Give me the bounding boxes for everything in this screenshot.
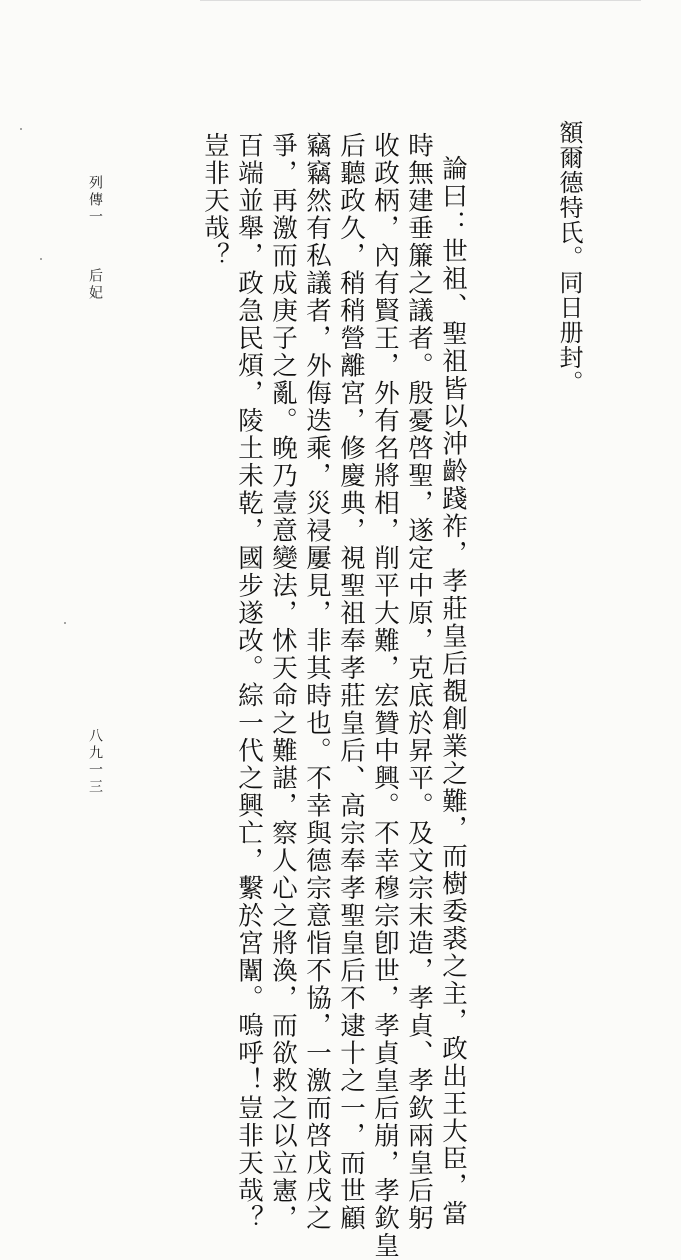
text-line-6: 爭，再激而成庚子之亂。晚乃壹意變法，怵天命之難諶，察人心之將渙，而欲救之以立憲， — [268, 132, 298, 1232]
running-head-subsection: 后妃 — [87, 268, 103, 302]
text-line-2: 時無建垂簾之議者。殷憂啓聖，遂定中原，克底於昇平。及文宗末造，孝貞、孝欽兩皇后躬 — [404, 132, 434, 1232]
text-line-1: 論曰：世祖、聖祖皆以沖齡踐祚，孝莊皇后覩創業之難，而樹委裘之主，政出王大臣，當 — [438, 155, 468, 1228]
scan-speck — [64, 622, 66, 624]
scan-speck — [40, 258, 42, 260]
page-edge-line — [200, 0, 641, 1]
text-line-8: 豈非天哉？ — [200, 132, 230, 270]
text-line-3: 收政柄，內有賢王，外有名將相，削平大難，宏贊中興。不幸穆宗卽世，孝貞皇后崩，孝欽皇 — [370, 132, 400, 1260]
scan-speck — [20, 128, 22, 130]
heading-text: 額爾德特氏。同日册封。 — [555, 120, 583, 395]
text-line-4: 后聽政久，稍稍營離宮，修慶典，視聖祖奉孝莊皇后、高宗奉孝聖皇后不逮十之一，而世顧 — [336, 132, 366, 1232]
text-line-5: 竊竊然有私議者，外侮迭乘，災祲屢見，非其時也。不幸與德宗意恉不協，一激而啓戊戌之 — [302, 132, 332, 1232]
running-head-section: 列傳一 — [87, 175, 103, 226]
text-line-7: 百端並舉，政急民煩，陵土未乾，國步遂改。綜一代之興亡，繫於宮闈。嗚呼！豈非天哉？ — [234, 132, 264, 1232]
page-number: 八九一三 — [87, 728, 103, 796]
